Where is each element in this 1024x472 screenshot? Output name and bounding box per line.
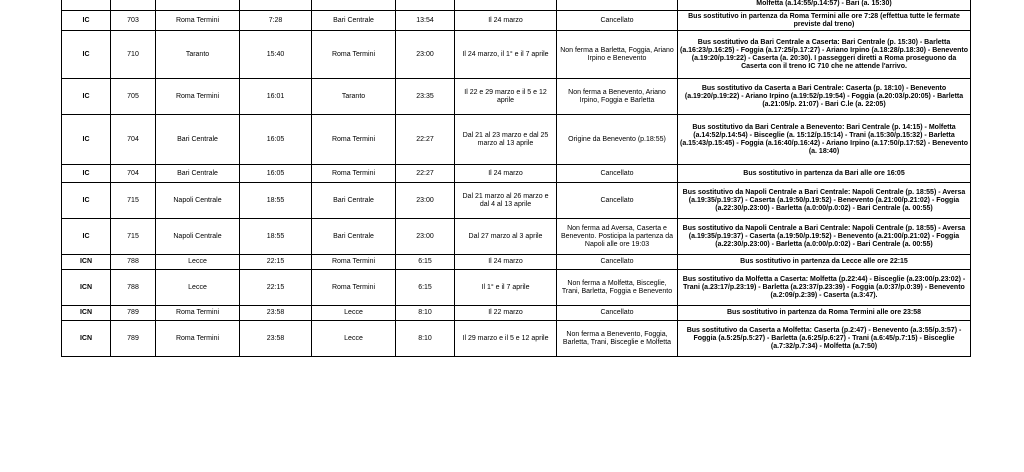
- destination-cell: Taranto: [312, 79, 396, 115]
- destination-cell: Lecce: [312, 306, 396, 321]
- train-number-cell: 715: [111, 219, 156, 255]
- destination-cell: Bari Centrale: [312, 183, 396, 219]
- destination-cell: Bari Centrale: [312, 219, 396, 255]
- table-row: [62, 270, 971, 306]
- table-row: [62, 255, 971, 270]
- dates-cell: Il 22 marzo: [455, 306, 557, 321]
- category-cell: IC: [62, 183, 111, 219]
- arrival-cell: [396, 0, 455, 11]
- note-cell: Bus sostitutivo da Bari Centrale a Caserta: Bari Centrale (p. 15:30) - Barletta (a.16:23/p.16:25) - Foggia (a.17:25/p.17:27) - Ariano Irpino (a.18:28/p.18:30) - Benevento (a.19:20/p.19:22) - Caserta (a. 20:30). I passeggeri diretti a Roma proseguono da Caserta con il treno IC 710 che ne attende l'arrivo.: [678, 31, 971, 79]
- origin-cell: Roma Termini: [156, 79, 240, 115]
- arrival-cell: 23:35: [396, 79, 455, 115]
- table-row: [62, 115, 971, 165]
- dates-cell: Il 24 marzo: [455, 165, 557, 183]
- dates-cell: Dal 27 marzo al 3 aprile: [455, 219, 557, 255]
- category-cell: ICN: [62, 321, 111, 357]
- origin-cell: Roma Termini: [156, 321, 240, 357]
- change-cell: Cancellato: [557, 11, 678, 31]
- change-cell: Non ferma ad Aversa, Caserta e Benevento. Posticipa la partenza da Napoli alle ore 19:03: [557, 219, 678, 255]
- departure-cell: [240, 0, 312, 11]
- dates-cell: Il 24 marzo: [455, 11, 557, 31]
- train-number-cell: 710: [111, 31, 156, 79]
- departure-cell: 7:28: [240, 11, 312, 31]
- origin-cell: Napoli Centrale: [156, 183, 240, 219]
- arrival-cell: 8:10: [396, 306, 455, 321]
- change-cell: Non ferma a Molfetta, Bisceglie, Trani, Barletta, Foggia e Benevento: [557, 270, 678, 306]
- arrival-cell: 23:00: [396, 183, 455, 219]
- destination-cell: Bari Centrale: [312, 11, 396, 31]
- departure-cell: 18:55: [240, 219, 312, 255]
- departure-cell: 15:40: [240, 31, 312, 79]
- destination-cell: Roma Termini: [312, 31, 396, 79]
- departure-cell: 16:05: [240, 165, 312, 183]
- departure-cell: 16:01: [240, 79, 312, 115]
- dates-cell: Il 1° e il 7 aprile: [455, 270, 557, 306]
- category-cell: ICN: [62, 306, 111, 321]
- category-cell: IC: [62, 79, 111, 115]
- origin-cell: Roma Termini: [156, 306, 240, 321]
- arrival-cell: 8:10: [396, 321, 455, 357]
- departure-cell: 23:58: [240, 321, 312, 357]
- arrival-cell: 23:00: [396, 31, 455, 79]
- destination-cell: Lecce: [312, 321, 396, 357]
- note-cell: Bus sostitutivo in partenza da Roma Termini alle ore 23:58: [678, 306, 971, 321]
- departure-cell: 22:15: [240, 255, 312, 270]
- change-cell: Cancellato: [557, 255, 678, 270]
- table-row: [62, 31, 971, 79]
- note-cell: Bus sostitutivo da Bari Centrale a Benevento: Bari Centrale (p. 14:15) - Molfetta (a.14:52/p.14:54) - Bisceglie (a. 15:12/p.15:14) - Trani (a.15:30/p.15:32) - Barletta (a.15:43/p.15:45) - Foggia (a.16:40/p.16:42) - Ariano Irpino (a.17:50/p.17:52) - Benevento (a. 18:40): [678, 115, 971, 165]
- arrival-cell: 23:00: [396, 219, 455, 255]
- origin-cell: Lecce: [156, 270, 240, 306]
- table-row: [62, 79, 971, 115]
- category-cell: [62, 0, 111, 11]
- origin-cell: Lecce: [156, 255, 240, 270]
- note-cell: Bus sostitutivo in partenza da Lecce alle ore 22:15: [678, 255, 971, 270]
- origin-cell: Bari Centrale: [156, 115, 240, 165]
- arrival-cell: 6:15: [396, 255, 455, 270]
- table-row: [62, 11, 971, 31]
- departure-cell: 23:58: [240, 306, 312, 321]
- table-row: [62, 165, 971, 183]
- destination-cell: [312, 0, 396, 11]
- table-row-partial: [62, 0, 971, 11]
- change-cell: Non ferma a Benevento, Ariano Irpino, Foggia e Barletta: [557, 79, 678, 115]
- destination-cell: Roma Termini: [312, 270, 396, 306]
- category-cell: IC: [62, 115, 111, 165]
- train-number-cell: [111, 0, 156, 11]
- arrival-cell: 22:27: [396, 165, 455, 183]
- train-number-cell: 704: [111, 165, 156, 183]
- dates-cell: [455, 0, 557, 11]
- category-cell: IC: [62, 165, 111, 183]
- train-number-cell: 788: [111, 255, 156, 270]
- dates-cell: Il 29 marzo e il 5 e 12 aprile: [455, 321, 557, 357]
- table-row: [62, 183, 971, 219]
- destination-cell: Roma Termini: [312, 255, 396, 270]
- origin-cell: Bari Centrale: [156, 165, 240, 183]
- dates-cell: Dal 21 al 23 marzo e dal 25 marzo al 13 aprile: [455, 115, 557, 165]
- table-row: [62, 306, 971, 321]
- change-cell: Cancellato: [557, 183, 678, 219]
- destination-cell: Roma Termini: [312, 115, 396, 165]
- note-cell: Bus sostitutivo da Caserta a Molfetta: Caserta (p.2:47) - Benevento (a.3:55/p.3:57) - Foggia (a.5:25/p.5:27) - Barletta (a.6:25/p.6:27) - Trani (a.6:45/p.7:15) - Bisceglie (a.7:32/p.7:34) - Molfetta (a.7:50): [678, 321, 971, 357]
- arrival-cell: 22:27: [396, 115, 455, 165]
- note-cell: Bus sostitutivo da Caserta a Bari Centrale: Caserta (p. 18:10) - Benevento (a.19:20/p.19:22) - Ariano Irpino (a.19:52/p.19:54) - Foggia (a.20:03/p.20:05) - Barletta (a.21:05/p. 21:07) - Bari C.le (a. 22:05): [678, 79, 971, 115]
- category-cell: ICN: [62, 255, 111, 270]
- dates-cell: Il 22 e 29 marzo e il 5 e 12 aprile: [455, 79, 557, 115]
- table-row: [62, 321, 971, 357]
- note-cell: Bus sostitutivo in partenza da Roma Termini alle ore 7:28 (effettua tutte le fermate previste dal treno): [678, 11, 971, 31]
- dates-cell: Il 24 marzo: [455, 255, 557, 270]
- train-number-cell: 703: [111, 11, 156, 31]
- train-number-cell: 705: [111, 79, 156, 115]
- destination-cell: Roma Termini: [312, 165, 396, 183]
- train-number-cell: 788: [111, 270, 156, 306]
- note-cell: Bus sostitutivo in partenza da Bari alle ore 16:05: [678, 165, 971, 183]
- departure-cell: 22:15: [240, 270, 312, 306]
- origin-cell: Napoli Centrale: [156, 219, 240, 255]
- timetable: [61, 0, 971, 357]
- category-cell: IC: [62, 219, 111, 255]
- train-number-cell: 789: [111, 306, 156, 321]
- train-number-cell: 789: [111, 321, 156, 357]
- origin-cell: Taranto: [156, 31, 240, 79]
- change-cell: [557, 0, 678, 11]
- category-cell: IC: [62, 11, 111, 31]
- note-cell: Bus sostitutivo da Molfetta a Caserta: Molfetta (p.22:44) - Bisceglie (a.23:00/p.23:02) - Trani (a.23:17/p.23:19) - Barletta (a.23:37/p.23:39) - Foggia (a.0:37/p.0:39) - Benevento (a.2:09/p.2:39) - Caserta (a.3:47).: [678, 270, 971, 306]
- change-cell: Origine da Benevento (p.18:55): [557, 115, 678, 165]
- departure-cell: 18:55: [240, 183, 312, 219]
- train-number-cell: 715: [111, 183, 156, 219]
- table-row: [62, 219, 971, 255]
- timetable-sheet: [61, 0, 970, 357]
- change-cell: Cancellato: [557, 165, 678, 183]
- dates-cell: Dal 21 marzo al 26 marzo e dal 4 al 13 aprile: [455, 183, 557, 219]
- departure-cell: 16:05: [240, 115, 312, 165]
- origin-cell: Roma Termini: [156, 11, 240, 31]
- note-cell: Bus sostitutivo da Napoli Centrale a Bari Centrale: Napoli Centrale (p. 18:55) - Aversa (a.19:35/p.19:37) - Caserta (a.19:50/p.19:52) - Benevento (a.21:00/p.21:02) - Foggia (a.22:30/p.23:00) - Barletta (a.0:00/p.0:02) - Bari Centrale (a. 00:55): [678, 219, 971, 255]
- category-cell: ICN: [62, 270, 111, 306]
- change-cell: Non ferma a Barletta, Foggia, Ariano Irpino e Benevento: [557, 31, 678, 79]
- category-cell: IC: [62, 31, 111, 79]
- note-cell: Bus sostitutivo da Napoli Centrale a Bari Centrale: Napoli Centrale (p. 18:55) - Aversa (a.19:35/p.19:37) - Caserta (a.19:50/p.19:52) - Benevento (a.21:00/p.21:02) - Foggia (a.22:30/p.23:00) - Barletta (a.0:00/p.0:02) - Bari Centrale (a. 00:55): [678, 183, 971, 219]
- change-cell: Non ferma a Benevento, Foggia, Barletta, Trani, Bisceglie e Molfetta: [557, 321, 678, 357]
- arrival-cell: 6:15: [396, 270, 455, 306]
- origin-cell: [156, 0, 240, 11]
- arrival-cell: 13:54: [396, 11, 455, 31]
- change-cell: Cancellato: [557, 306, 678, 321]
- train-number-cell: 704: [111, 115, 156, 165]
- dates-cell: Il 24 marzo, il 1° e il 7 aprile: [455, 31, 557, 79]
- note-cell: Molfetta (a.14:55/p.14:57) - Bari (a. 15:30): [678, 0, 971, 11]
